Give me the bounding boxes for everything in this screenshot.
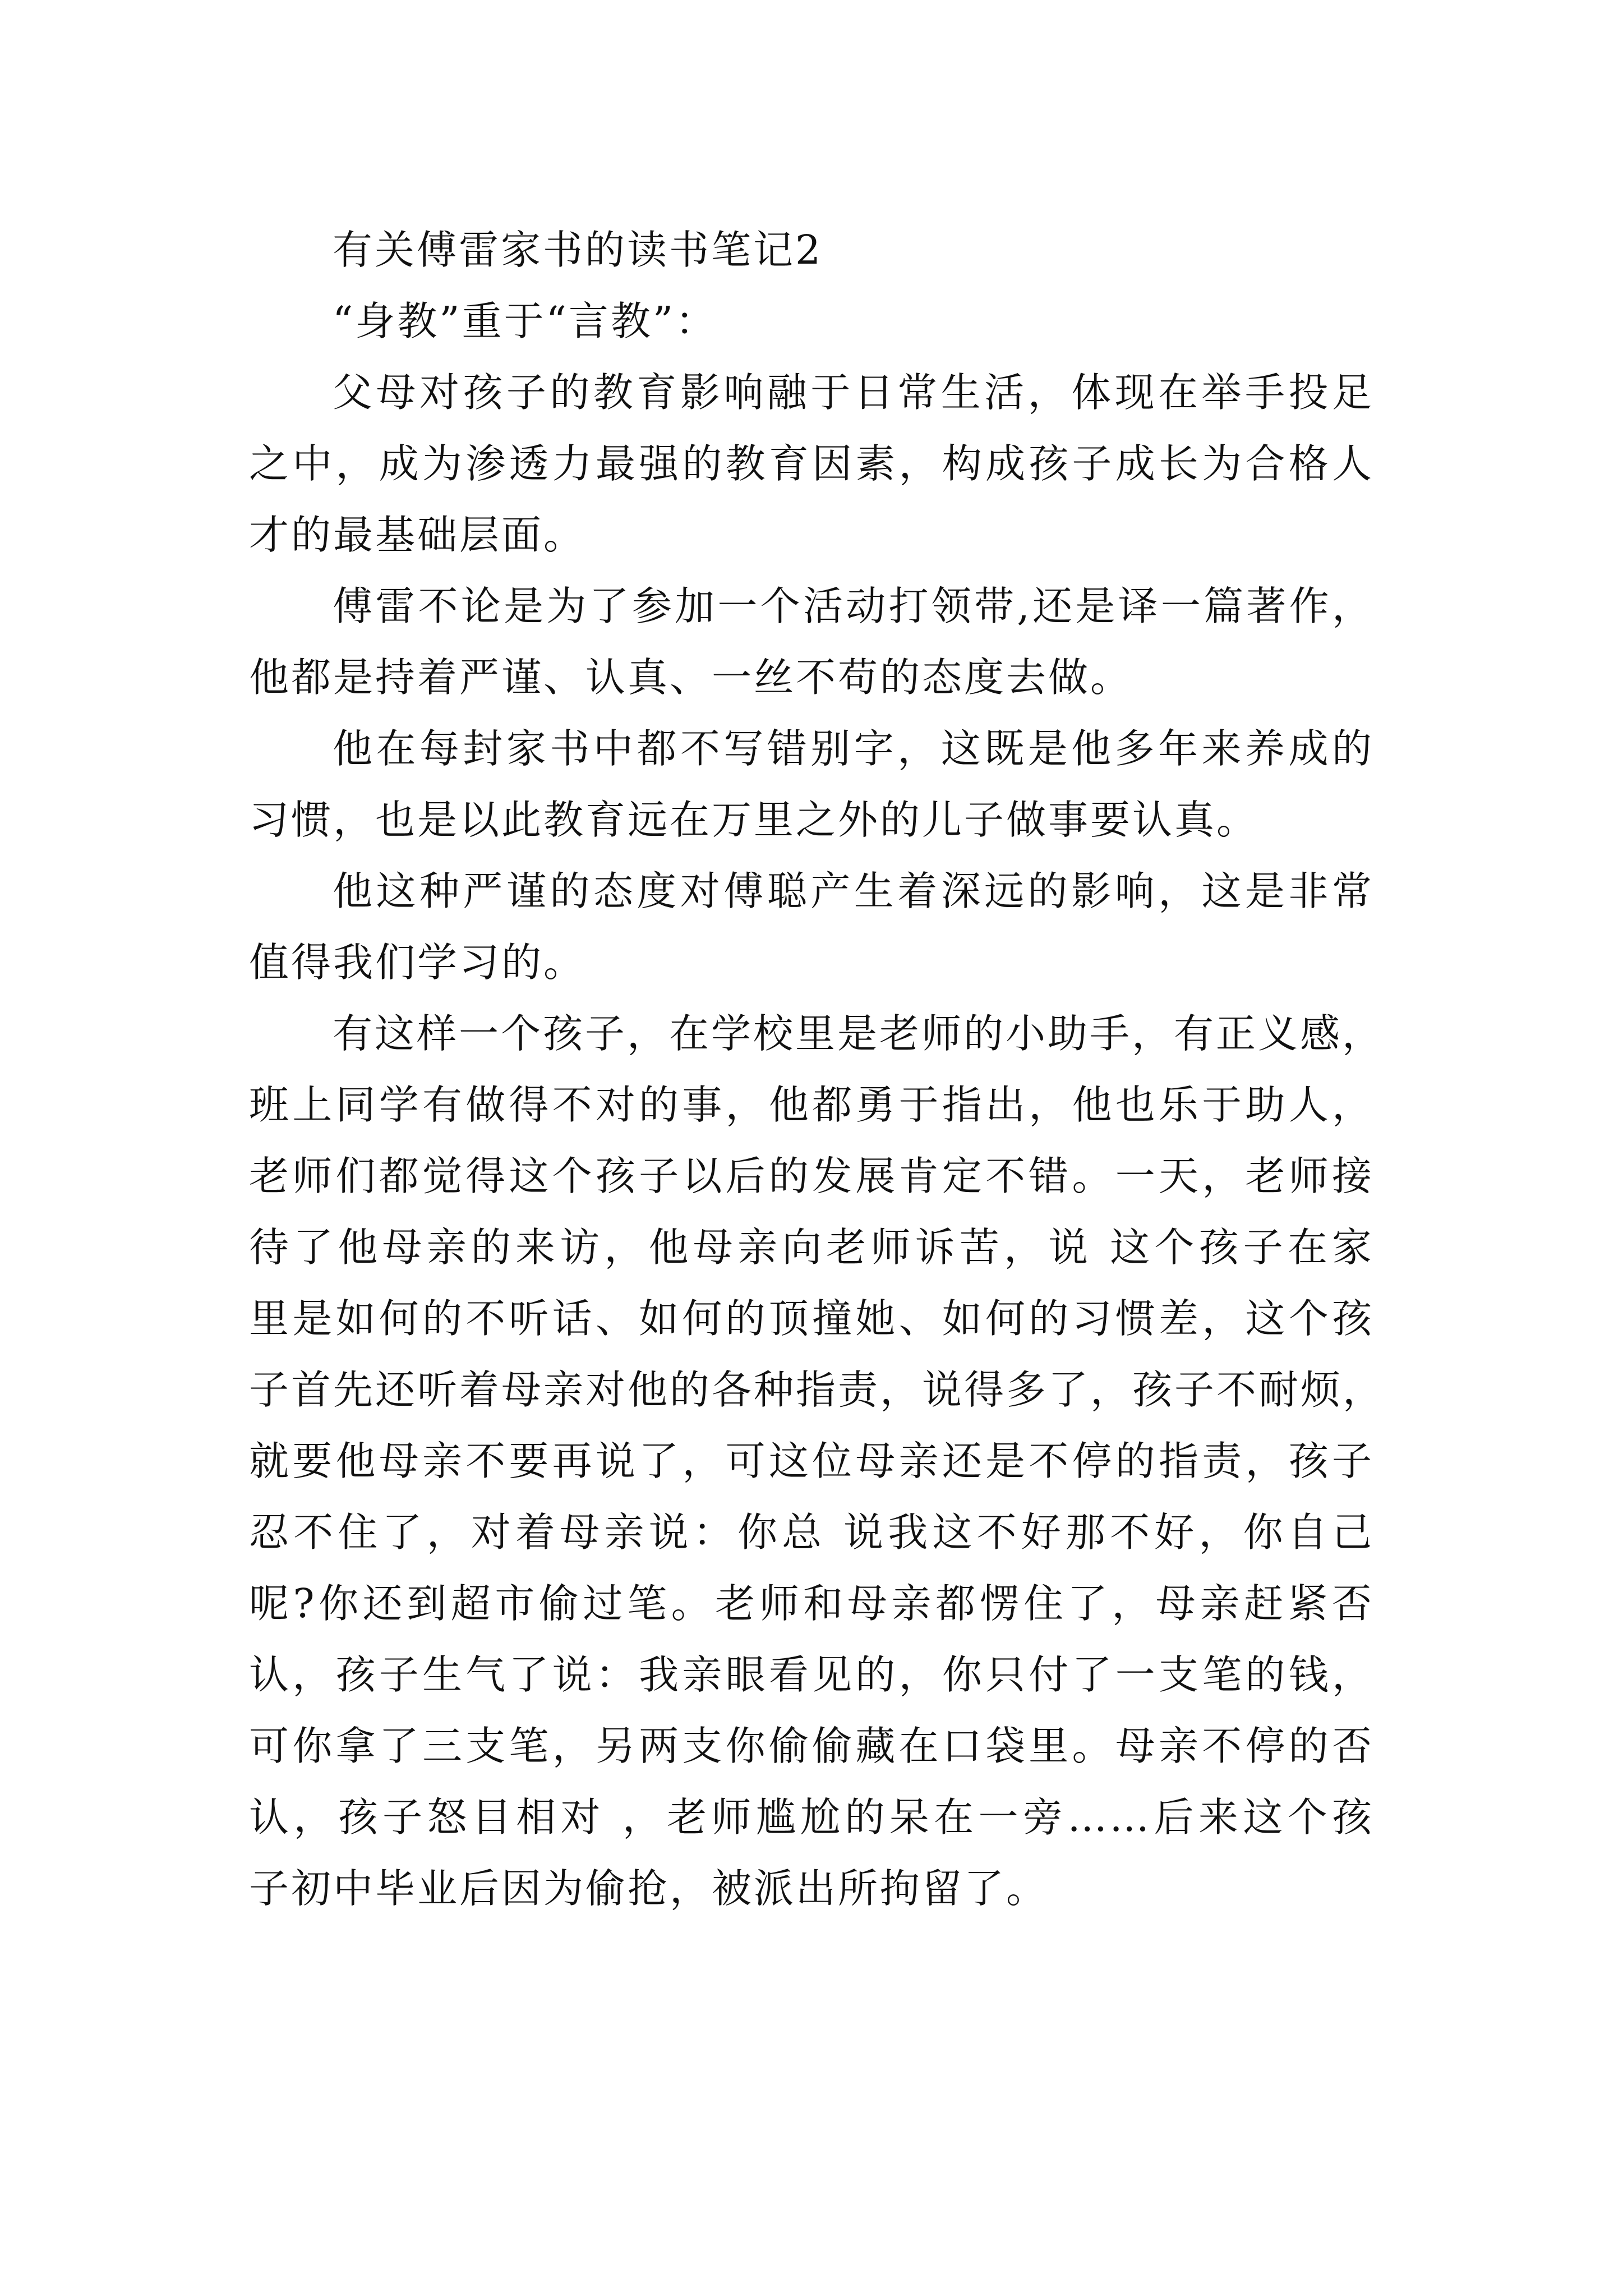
paragraph-line: 习惯，也是以此教育远在万里之外的儿子做事要认真。: [249, 797, 1259, 843]
paragraph-line: 认，孩子生气了说：我亲眼看见的，你只付了一支笔的钱，: [249, 1651, 1374, 1698]
paragraph-4: [249, 855, 1374, 998]
paragraph-line: 里是如何的不听话、如何的顶撞她、如何的习惯差，这个孩: [249, 1295, 1374, 1342]
document-body: [249, 214, 1385, 1924]
paragraph-line: 傅雷不论是为了参加一个活动打领带,还是译一篇著作，: [333, 583, 1374, 629]
paragraph-line: 子初中毕业后因为偷抢，被派出所拘留了。: [249, 1865, 1049, 1912]
paragraph-line: 他这种严谨的态度对傅聪产生着深远的影响，这是非常: [333, 868, 1374, 914]
paragraph-line: 父母对孩子的教育影响融于日常生活，体现在举手投足: [333, 369, 1374, 416]
paragraph-line: 子首先还听着母亲对他的各种指责，说得多了，孩子不耐烦，: [249, 1366, 1385, 1413]
paragraph-line: 他在每封家书中都不写错别字，这既是他多年来养成的: [333, 725, 1374, 772]
paragraph-line: 忍不住了，对着母亲说：你总 说我这不好那不好，你自己: [249, 1509, 1374, 1556]
paragraph-2: [249, 570, 1374, 713]
paragraph-line: 之中，成为渗透力最强的教育因素，构成孩子成长为合格人: [249, 440, 1374, 487]
paragraph-1: [249, 357, 1374, 570]
paragraph-line: 呢?你还到超市偷过笔。老师和母亲都愣住了，母亲赶紧否: [249, 1580, 1374, 1627]
paragraph-5: [249, 998, 1385, 1924]
paragraph-line: 认，孩子怒目相对 ，老师尴尬的呆在一旁……后来这个孩: [249, 1794, 1374, 1841]
paragraph-line: 他都是持着严谨、认真、一丝不苟的态度去做。: [249, 654, 1133, 701]
paragraph-line: 班上同学有做得不对的事，他都勇于指出，他也乐于助人，: [249, 1082, 1374, 1128]
paragraph-line: 待了他母亲的来访，他母亲向老师诉苦，说 这个孩子在家: [249, 1224, 1374, 1271]
paragraph-line: 可你拿了三支笔，另两支你偷偷藏在口袋里。母亲不停的否: [249, 1723, 1374, 1769]
paragraph-line: 就要他母亲不要再说了，可这位母亲还是不停的指责，孩子: [249, 1438, 1374, 1484]
paragraph-line: 有这样一个孩子，在学校里是老师的小助手，有正义感，: [333, 1010, 1385, 1057]
paragraph-line: 老师们都觉得这个孩子以后的发展肯定不错。一天，老师接: [249, 1153, 1374, 1199]
paragraph-line: 才的最基础层面。: [249, 512, 586, 558]
document-title: 有关傅雷家书的读书笔记2: [333, 227, 823, 273]
paragraph-3: [249, 713, 1374, 855]
paragraph-line: 值得我们学习的。: [249, 939, 586, 986]
section-heading: “身教”重于“言教”：: [333, 298, 718, 344]
